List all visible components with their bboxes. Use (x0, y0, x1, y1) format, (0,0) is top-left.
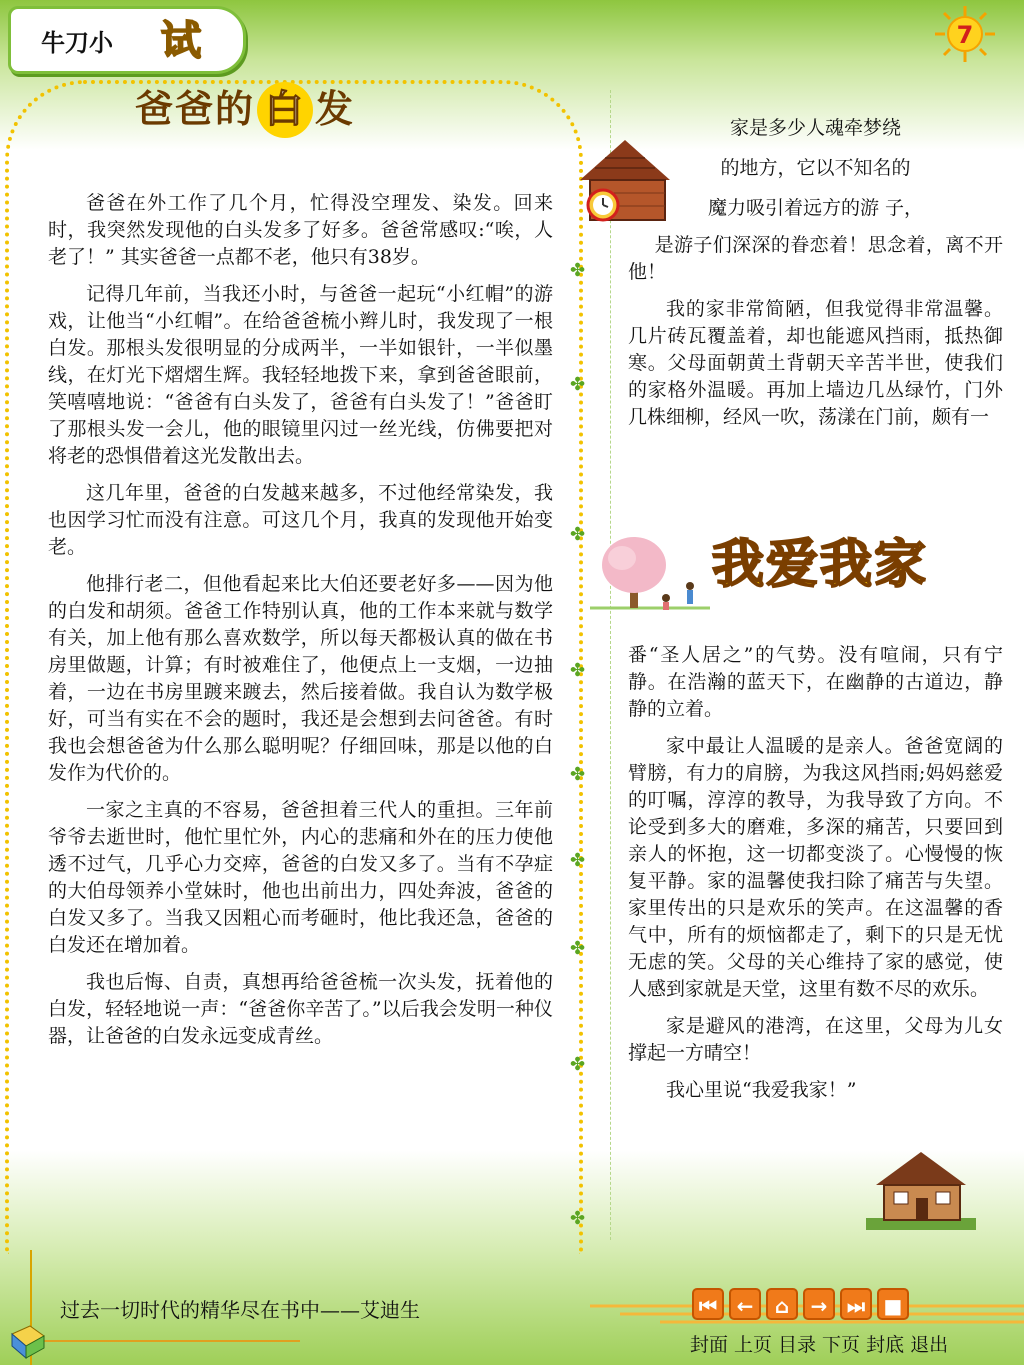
column-divider (610, 90, 612, 1240)
cottage-illustration (866, 1140, 976, 1230)
clover-icon: ✤ (570, 764, 586, 785)
prev-page-icon[interactable]: ← (729, 1288, 761, 1320)
right-paragraph: 是游子们深深的眷恋着！思念着，离不开他！ (628, 234, 1003, 283)
nav-back-cover-link[interactable]: 封底 (866, 1334, 905, 1356)
right-paragraph: 我心里说“我爱我家！” (666, 1079, 857, 1101)
nav-exit-link[interactable]: 退出 (910, 1334, 949, 1356)
section-tag-accent: 试 (161, 18, 201, 64)
left-paragraph: 一家之主真的不容易，爸爸担着三代人的重担。三年前爷爷去逝世时，他忙里忙外，内心的悲痛和外在的压力使他透不过气，几乎心力交瘁，爸爸的白发又多了。当有不孕症的大伯母领养小堂妹时，他也出前出力，四处奔波，爸爸的白发又多了。当我又因粗心而考砸时，他比我还急，爸爸的白发还在增加着。 (48, 799, 553, 956)
clover-icon: ✤ (570, 1054, 586, 1075)
article-title-post: 发 (315, 87, 356, 131)
right-paragraph: 家中最让人温暖的是亲人。爸爸宽阔的臂膀，有力的肩膀，为我这风挡雨;妈妈慈爱的叮嘱，淳淳的教导，为我导致了方向。不论受到多大的磨难，多深的痛苦，只要回到亲人的怀抱，这一切都变淡了。心慢慢的恢复平静。家的温馨使我扫除了痛苦与失望。家里传出的只是欢乐的笑声。在这温馨的香气中，所有的烦恼都走了，剩下的只是无忧无虑的笑。父母的关心维持了家的感觉，使人感到家就是天堂，这里有数不尽的欢乐。 (628, 735, 1003, 1000)
left-paragraph: 我也后悔、自责，真想再给爸爸梳一次头发，抚着他的白发，轻轻地说一声：“爸爸你辛苦了。”以后我会发明一种仪器，让爸爸的白发永远变成青丝。 (48, 971, 553, 1047)
sun-icon (930, 4, 1000, 64)
clover-icon: ✤ (570, 374, 586, 395)
right-paragraph: 番“圣人居之”的气势。没有喧闹，只有宁静。在浩瀚的蓝天下，在幽静的古道边，静静的立着。 (628, 644, 1003, 720)
right-paragraph: 家是避风的港湾，在这里，父母为儿女撑起一方晴空！ (628, 1015, 1003, 1064)
right-paragraph: 我的家非常简陋，但我觉得非常温馨。几片砖瓦覆盖着，却也能遮风挡雨，抵热御寒。父母面朝黄土背朝天辛苦半世，使我们的家格外温暖。再加上墙边几丛绿竹，门外几株细柳，经风一吹，荡漾在门前，颇有一 (628, 298, 1003, 428)
section-tag-text: 牛刀小 (41, 29, 113, 57)
last-page-icon[interactable]: ⏭ (840, 1288, 872, 1320)
left-paragraph: 爸爸在外工作了几个月，忙得没空理发、染发。回来时，我突然发现他的白头发多了好多。爸爸常感叹:“唉，人老了！” 其实爸爸一点都不老，他只有38岁。 (48, 192, 553, 268)
poem-line: 魔力吸引着远方的游 子， (707, 197, 924, 219)
page-nav-labels (690, 1330, 948, 1357)
left-article-body (48, 190, 553, 1060)
page-number: 7 (956, 21, 974, 49)
clover-icon: ✤ (570, 524, 586, 545)
poem-line: 的地方，它以不知名的 (720, 157, 911, 179)
article-title-highlight: 白 (257, 82, 313, 138)
right-article-top (628, 108, 1003, 441)
clover-icon: ✤ (570, 938, 586, 959)
left-paragraph: 记得几年前，当我还小时，与爸爸一起玩“小红帽”的游戏，让他当“小红帽”。在给爸爸梳小辫儿时，我发现了一根白发。那根头发很明显的分成两半，一半如银针，一半似墨线，在灯光下熠熠生辉。我轻轻地拨下来，拿到爸爸眼前，笑嘻嘻地说：“爸爸有白头发了，爸爸有白头发了！”爸爸盯了那根头发一会儿，他的眼镜里闪过一丝光线，仿佛要把对将老的恐惧借着这光发散出去。 (48, 283, 553, 467)
nav-next-link[interactable]: 下页 (822, 1334, 861, 1356)
left-paragraph: 这几年里，爸爸的白发越来越多，不过他经常染发，我也因学习忙而没有注意。可这几个月，我真的发现他开始变老。 (48, 482, 553, 558)
page-nav-buttons (692, 1288, 909, 1320)
nav-toc-link[interactable]: 目录 (778, 1334, 817, 1356)
clover-icon: ✤ (570, 660, 586, 681)
home-icon[interactable]: ⌂ (766, 1288, 798, 1320)
article-title-pre: 爸爸的 (135, 87, 256, 131)
book-icon (6, 1318, 50, 1362)
first-page-icon[interactable]: ⏮ (692, 1288, 724, 1320)
clover-icon: ✤ (570, 1208, 586, 1229)
footer-quote: 过去一切时代的精华尽在书中——艾迪生 (60, 1298, 420, 1322)
clover-icon: ✤ (570, 850, 586, 871)
nav-cover-link[interactable]: 封面 (690, 1334, 729, 1356)
article-title (135, 78, 355, 138)
left-paragraph: 他排行老二，但他看起来比大伯还要老好多——因为他的白发和胡须。爸爸工作特别认真，他的工作本来就与数学有关，加上他有那么喜欢数学，所以每天都极认真的做在书房里做题，计算；有时被难住了，他便点上一支烟，一边抽着，一边在书房里踱来踱去，然后接着做。我自认为数学极好，可当有实在不会的题时，我还是会想到去问爸爸。有时我也会想爸爸为什么那么聪明呢？仔细回味，那是以他的白发作为代价的。 (48, 573, 553, 784)
exit-icon[interactable]: ■ (877, 1288, 909, 1320)
poem-line: 家是多少人魂牵梦绕 (729, 117, 901, 139)
footer-underline (40, 1340, 300, 1342)
nav-prev-link[interactable]: 上页 (734, 1334, 773, 1356)
clover-icon: ✤ (570, 260, 586, 281)
next-page-icon[interactable]: → (803, 1288, 835, 1320)
right-article-bottom (628, 642, 1003, 1114)
banner-title: 我爱我家 (712, 535, 929, 595)
section-tag (8, 6, 246, 74)
